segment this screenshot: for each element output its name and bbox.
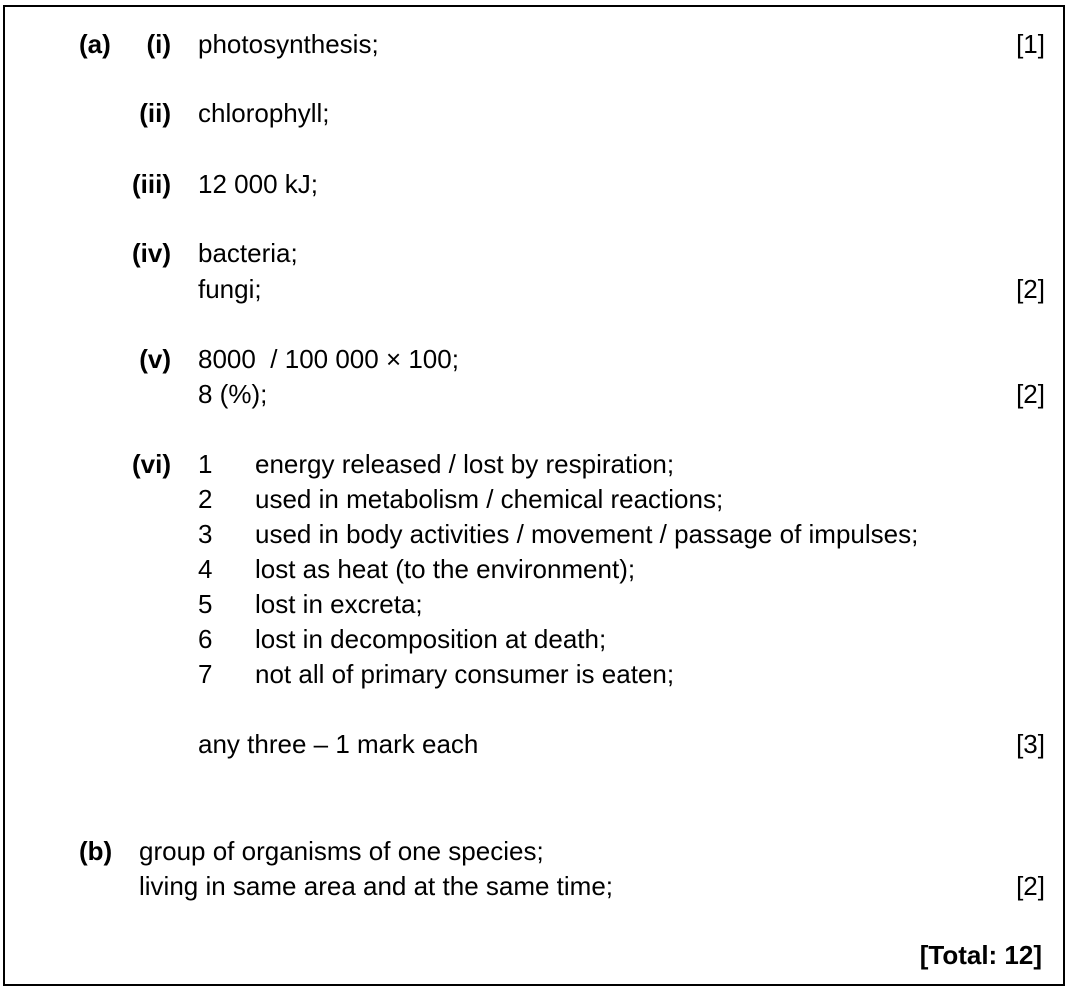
sub-vi-label: (vi)	[132, 449, 171, 479]
point-text: energy released / lost by respiration;	[255, 449, 675, 479]
total-mark: [Total: 12]	[919, 940, 1042, 970]
sub-v-answer-2: 8 (%);	[198, 379, 268, 409]
point-number: 2	[198, 484, 213, 514]
point-number: 3	[198, 519, 213, 549]
part-b-answer-2: living in same area and at the same time;	[139, 871, 614, 901]
sub-iv-answer-2: fungi;	[198, 274, 262, 304]
sub-iv-answer-1: bacteria;	[198, 238, 298, 268]
sub-vi-note: any three – 1 mark each	[198, 729, 479, 759]
point-text: used in metabolism / chemical reactions;	[255, 484, 724, 514]
mark-scheme-box	[3, 5, 1065, 986]
point-text: lost in decomposition at death;	[255, 624, 607, 654]
sub-vi-mark: [3]	[1016, 729, 1045, 759]
point-text: lost as heat (to the environment);	[255, 554, 636, 584]
part-a-label: (a)	[79, 29, 111, 59]
point-number: 4	[198, 554, 213, 584]
sub-iii-label: (iii)	[132, 169, 171, 199]
point-text: used in body activities / movement / passage of impulses;	[255, 519, 919, 549]
point-number: 6	[198, 624, 213, 654]
part-b-label: (b)	[79, 836, 113, 866]
point-text: not all of primary consumer is eaten;	[255, 659, 675, 689]
point-text: lost in excreta;	[255, 589, 423, 619]
sub-i-mark: [1]	[1016, 29, 1045, 59]
sub-v-mark: [2]	[1016, 379, 1045, 409]
part-b-mark: [2]	[1016, 871, 1045, 901]
sub-iii-answer: 12 000 kJ;	[198, 169, 318, 199]
point-number: 7	[198, 659, 213, 689]
part-b-answer-1: group of organisms of one species;	[139, 836, 544, 866]
sub-v-label: (v)	[139, 344, 171, 374]
sub-i-label: (i)	[146, 29, 171, 59]
point-number: 1	[198, 449, 213, 479]
point-number: 5	[198, 589, 213, 619]
sub-v-answer-1: 8000 / 100 000 × 100;	[198, 344, 459, 374]
sub-iv-mark: [2]	[1016, 274, 1045, 304]
sub-i-answer: photosynthesis;	[198, 29, 379, 59]
sub-ii-answer: chlorophyll;	[198, 98, 330, 128]
sub-iv-label: (iv)	[132, 238, 171, 268]
sub-ii-label: (ii)	[139, 98, 171, 128]
